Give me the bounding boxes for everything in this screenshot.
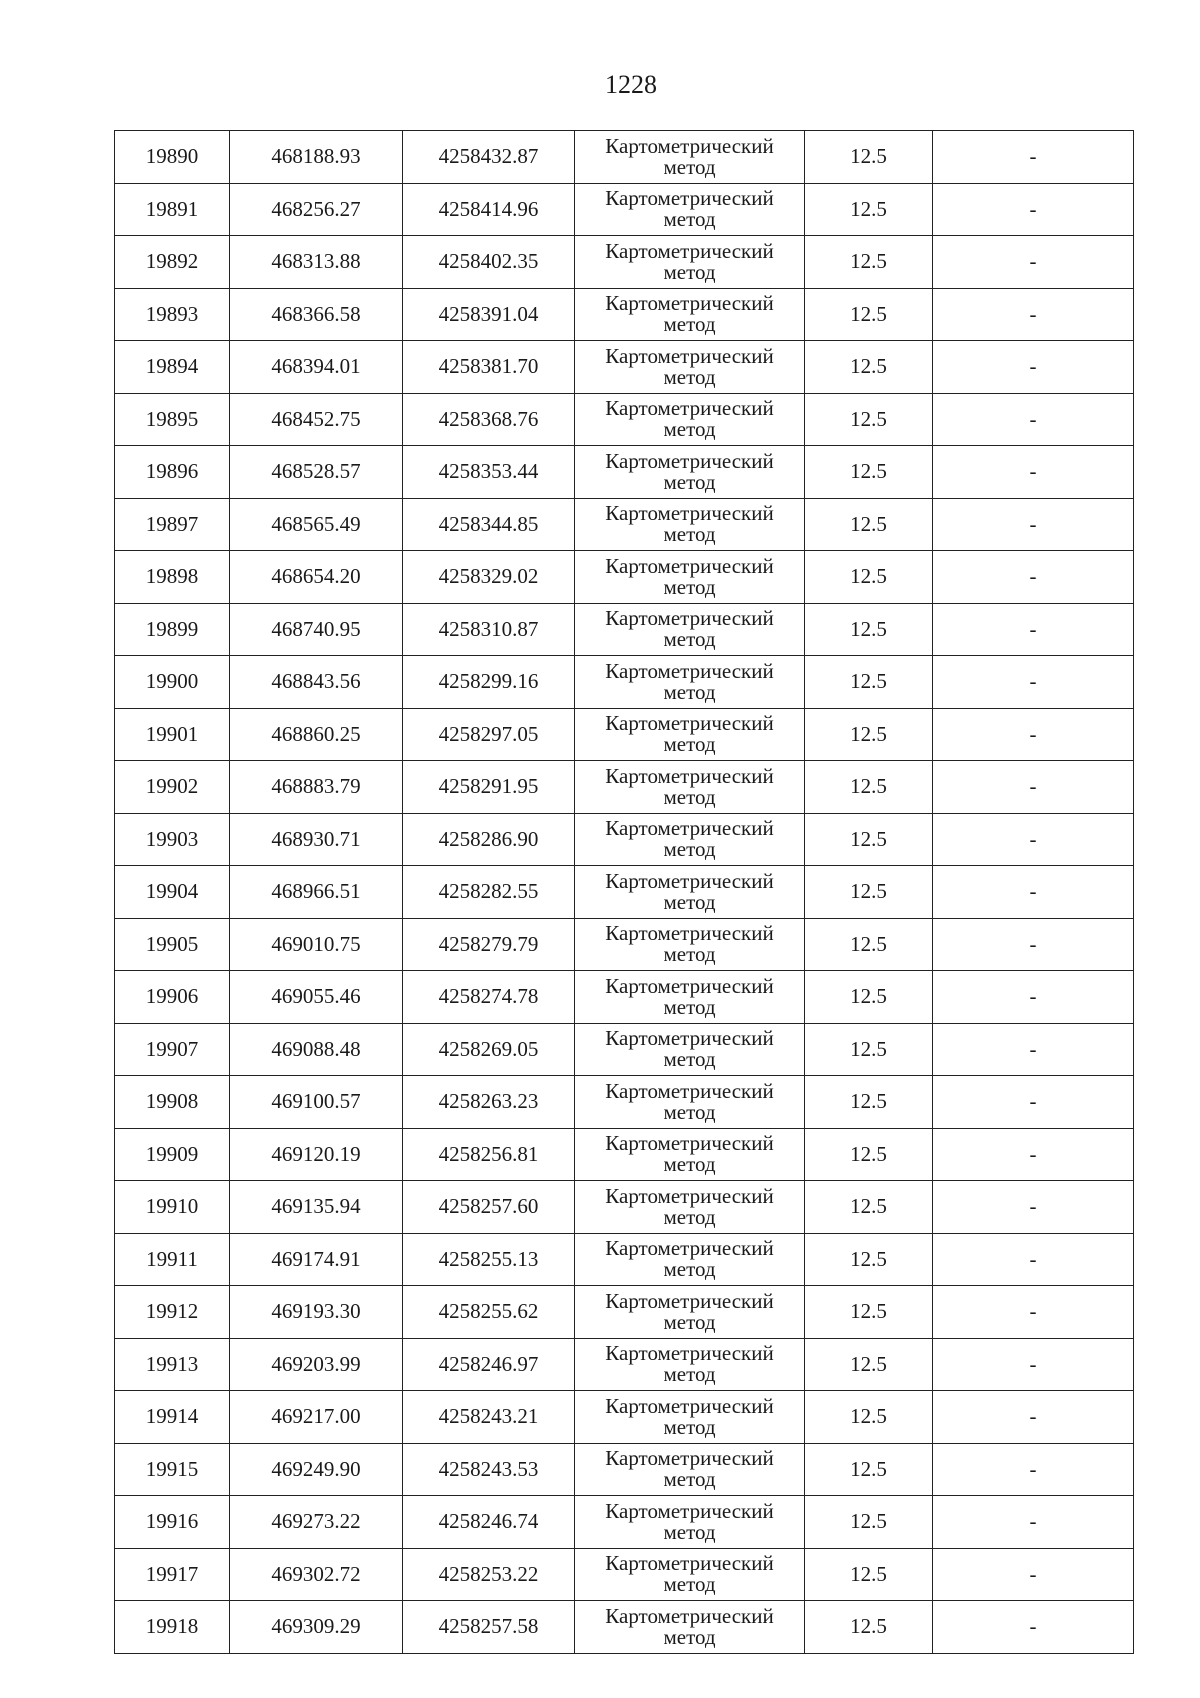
point-id-cell: 19891 [115, 183, 230, 236]
x-coordinate-cell: 469135.94 [230, 1181, 403, 1234]
note-cell: - [933, 1023, 1134, 1076]
precision-cell: 12.5 [805, 1548, 933, 1601]
point-id-cell: 19913 [115, 1338, 230, 1391]
method-line-1: Картометрический [605, 711, 774, 736]
method-cell [575, 971, 805, 1024]
precision-cell: 12.5 [805, 1338, 933, 1391]
y-coordinate-cell: 4258368.76 [403, 393, 575, 446]
method-line-1: Картометрический [605, 553, 774, 578]
y-coordinate-cell: 4258255.13 [403, 1233, 575, 1286]
precision-cell: 12.5 [805, 1391, 933, 1444]
method-line-2: метод [663, 1467, 716, 1492]
point-id-cell: 19906 [115, 971, 230, 1024]
table-row [115, 393, 1134, 446]
point-id-cell: 19917 [115, 1548, 230, 1601]
method-cell [575, 1548, 805, 1601]
precision-cell: 12.5 [805, 813, 933, 866]
point-id-cell: 19903 [115, 813, 230, 866]
method-line-2: метод [663, 154, 716, 179]
note-cell: - [933, 1338, 1134, 1391]
page-number: 1228 [605, 70, 657, 99]
precision-cell: 12.5 [805, 708, 933, 761]
note-cell: - [933, 1233, 1134, 1286]
method-line-2: метод [663, 679, 716, 704]
y-coordinate-cell: 4258282.55 [403, 866, 575, 919]
point-id-cell: 19902 [115, 761, 230, 814]
precision-cell: 12.5 [805, 131, 933, 184]
method-cell [575, 393, 805, 446]
method-line-2: метод [663, 1572, 716, 1597]
method-line-1: Картометрический [605, 1551, 774, 1576]
y-coordinate-cell: 4258269.05 [403, 1023, 575, 1076]
table-row [115, 236, 1134, 289]
precision-cell: 12.5 [805, 1023, 933, 1076]
method-cell [575, 498, 805, 551]
y-coordinate-cell: 4258246.97 [403, 1338, 575, 1391]
y-coordinate-cell: 4258257.58 [403, 1601, 575, 1654]
table-row [115, 918, 1134, 971]
precision-cell: 12.5 [805, 393, 933, 446]
method-cell [575, 866, 805, 919]
table-row [115, 288, 1134, 341]
y-coordinate-cell: 4258381.70 [403, 341, 575, 394]
method-cell [575, 183, 805, 236]
method-cell [575, 551, 805, 604]
method-cell [575, 813, 805, 866]
x-coordinate-cell: 469100.57 [230, 1076, 403, 1129]
point-id-cell: 19914 [115, 1391, 230, 1444]
method-line-1: Картометрический [605, 816, 774, 841]
method-cell [575, 131, 805, 184]
note-cell: - [933, 1548, 1134, 1601]
method-cell [575, 341, 805, 394]
method-line-2: метод [663, 1204, 716, 1229]
method-line-1: Картометрический [605, 1341, 774, 1366]
point-id-cell: 19905 [115, 918, 230, 971]
method-line-1: Картометрический [605, 973, 774, 998]
note-cell: - [933, 761, 1134, 814]
table-row [115, 971, 1134, 1024]
table-row [115, 813, 1134, 866]
point-id-cell: 19896 [115, 446, 230, 499]
note-cell: - [933, 498, 1134, 551]
x-coordinate-cell: 468930.71 [230, 813, 403, 866]
table-row [115, 761, 1134, 814]
precision-cell: 12.5 [805, 971, 933, 1024]
method-cell [575, 1338, 805, 1391]
x-coordinate-cell: 468843.56 [230, 656, 403, 709]
note-cell: - [933, 1128, 1134, 1181]
method-line-2: метод [663, 1152, 716, 1177]
point-id-cell: 19898 [115, 551, 230, 604]
method-line-1: Картометрический [605, 658, 774, 683]
method-cell [575, 236, 805, 289]
method-line-1: Картометрический [605, 448, 774, 473]
point-id-cell: 19907 [115, 1023, 230, 1076]
table-row [115, 1601, 1134, 1654]
table-row [115, 1338, 1134, 1391]
point-id-cell: 19909 [115, 1128, 230, 1181]
note-cell: - [933, 393, 1134, 446]
precision-cell: 12.5 [805, 236, 933, 289]
x-coordinate-cell: 468452.75 [230, 393, 403, 446]
x-coordinate-cell: 469193.30 [230, 1286, 403, 1339]
method-line-2: метод [663, 469, 716, 494]
note-cell: - [933, 603, 1134, 656]
table-row [115, 1496, 1134, 1549]
table-row [115, 1233, 1134, 1286]
method-line-1: Картометрический [605, 1393, 774, 1418]
note-cell: - [933, 236, 1134, 289]
method-line-1: Картометрический [605, 291, 774, 316]
precision-cell: 12.5 [805, 1601, 933, 1654]
x-coordinate-cell: 469249.90 [230, 1443, 403, 1496]
method-line-2: метод [663, 1257, 716, 1282]
table-row [115, 498, 1134, 551]
method-line-1: Картометрический [605, 1603, 774, 1628]
method-cell [575, 1443, 805, 1496]
table-row [115, 551, 1134, 604]
precision-cell: 12.5 [805, 1496, 933, 1549]
precision-cell: 12.5 [805, 341, 933, 394]
method-line-1: Картометрический [605, 763, 774, 788]
precision-cell: 12.5 [805, 1076, 933, 1129]
x-coordinate-cell: 469217.00 [230, 1391, 403, 1444]
point-id-cell: 19897 [115, 498, 230, 551]
precision-cell: 12.5 [805, 603, 933, 656]
y-coordinate-cell: 4258279.79 [403, 918, 575, 971]
y-coordinate-cell: 4258246.74 [403, 1496, 575, 1549]
precision-cell: 12.5 [805, 288, 933, 341]
table-row [115, 1391, 1134, 1444]
x-coordinate-cell: 468883.79 [230, 761, 403, 814]
point-id-cell: 19911 [115, 1233, 230, 1286]
table-row [115, 183, 1134, 236]
method-line-2: метод [663, 1362, 716, 1387]
x-coordinate-cell: 468740.95 [230, 603, 403, 656]
x-coordinate-cell: 468528.57 [230, 446, 403, 499]
precision-cell: 12.5 [805, 1128, 933, 1181]
x-coordinate-cell: 469302.72 [230, 1548, 403, 1601]
y-coordinate-cell: 4258391.04 [403, 288, 575, 341]
method-cell [575, 918, 805, 971]
method-cell [575, 1286, 805, 1339]
method-cell [575, 1023, 805, 1076]
method-cell [575, 1076, 805, 1129]
note-cell: - [933, 1443, 1134, 1496]
method-line-2: метод [663, 627, 716, 652]
point-id-cell: 19915 [115, 1443, 230, 1496]
method-cell [575, 1601, 805, 1654]
table-row [115, 1181, 1134, 1234]
method-cell [575, 1128, 805, 1181]
y-coordinate-cell: 4258243.21 [403, 1391, 575, 1444]
point-id-cell: 19892 [115, 236, 230, 289]
point-id-cell: 19918 [115, 1601, 230, 1654]
method-line-2: метод [663, 732, 716, 757]
point-id-cell: 19894 [115, 341, 230, 394]
precision-cell: 12.5 [805, 551, 933, 604]
note-cell: - [933, 1601, 1134, 1654]
note-cell: - [933, 1181, 1134, 1234]
method-line-2: метод [663, 784, 716, 809]
method-cell [575, 1391, 805, 1444]
x-coordinate-cell: 468394.01 [230, 341, 403, 394]
precision-cell: 12.5 [805, 761, 933, 814]
method-line-2: метод [663, 574, 716, 599]
note-cell: - [933, 708, 1134, 761]
x-coordinate-cell: 469203.99 [230, 1338, 403, 1391]
note-cell: - [933, 656, 1134, 709]
method-line-2: метод [663, 1047, 716, 1072]
method-line-1: Картометрический [605, 1446, 774, 1471]
note-cell: - [933, 1286, 1134, 1339]
method-cell [575, 761, 805, 814]
y-coordinate-cell: 4258329.02 [403, 551, 575, 604]
precision-cell: 12.5 [805, 918, 933, 971]
precision-cell: 12.5 [805, 498, 933, 551]
method-cell [575, 446, 805, 499]
table-row [115, 656, 1134, 709]
y-coordinate-cell: 4258291.95 [403, 761, 575, 814]
method-line-2: метод [663, 1309, 716, 1334]
note-cell: - [933, 866, 1134, 919]
y-coordinate-cell: 4258253.22 [403, 1548, 575, 1601]
method-line-1: Картометрический [605, 868, 774, 893]
table-row [115, 1128, 1134, 1181]
table-row [115, 603, 1134, 656]
method-line-1: Картометрический [605, 1236, 774, 1261]
method-line-1: Картометрический [605, 238, 774, 263]
method-line-2: метод [663, 837, 716, 862]
note-cell: - [933, 551, 1134, 604]
precision-cell: 12.5 [805, 866, 933, 919]
y-coordinate-cell: 4258263.23 [403, 1076, 575, 1129]
method-line-2: метод [663, 1099, 716, 1124]
y-coordinate-cell: 4258432.87 [403, 131, 575, 184]
y-coordinate-cell: 4258299.16 [403, 656, 575, 709]
method-line-1: Картометрический [605, 396, 774, 421]
note-cell: - [933, 1391, 1134, 1444]
table-row [115, 1443, 1134, 1496]
precision-cell: 12.5 [805, 183, 933, 236]
method-line-2: метод [663, 259, 716, 284]
x-coordinate-cell: 469010.75 [230, 918, 403, 971]
method-line-1: Картометрический [605, 1288, 774, 1313]
x-coordinate-cell: 468860.25 [230, 708, 403, 761]
method-line-2: метод [663, 1624, 716, 1649]
table-row [115, 446, 1134, 499]
y-coordinate-cell: 4258310.87 [403, 603, 575, 656]
y-coordinate-cell: 4258256.81 [403, 1128, 575, 1181]
point-id-cell: 19904 [115, 866, 230, 919]
method-cell [575, 656, 805, 709]
note-cell: - [933, 1496, 1134, 1549]
note-cell: - [933, 341, 1134, 394]
x-coordinate-cell: 468313.88 [230, 236, 403, 289]
method-cell [575, 603, 805, 656]
y-coordinate-cell: 4258353.44 [403, 446, 575, 499]
coordinates-table [114, 130, 1134, 1654]
method-line-2: метод [663, 889, 716, 914]
method-line-1: Картометрический [605, 1026, 774, 1051]
point-id-cell: 19908 [115, 1076, 230, 1129]
y-coordinate-cell: 4258402.35 [403, 236, 575, 289]
precision-cell: 12.5 [805, 656, 933, 709]
method-line-2: метод [663, 207, 716, 232]
note-cell: - [933, 131, 1134, 184]
method-cell [575, 708, 805, 761]
y-coordinate-cell: 4258257.60 [403, 1181, 575, 1234]
point-id-cell: 19901 [115, 708, 230, 761]
method-line-1: Картометрический [605, 343, 774, 368]
x-coordinate-cell: 468966.51 [230, 866, 403, 919]
method-line-1: Картометрический [605, 1078, 774, 1103]
point-id-cell: 19893 [115, 288, 230, 341]
method-cell [575, 1181, 805, 1234]
method-line-2: метод [663, 1414, 716, 1439]
table-row [115, 1076, 1134, 1129]
note-cell: - [933, 183, 1134, 236]
precision-cell: 12.5 [805, 1233, 933, 1286]
table-row [115, 1286, 1134, 1339]
x-coordinate-cell: 468188.93 [230, 131, 403, 184]
table-row [115, 341, 1134, 394]
method-line-2: метод [663, 312, 716, 337]
table-row [115, 131, 1134, 184]
x-coordinate-cell: 469273.22 [230, 1496, 403, 1549]
point-id-cell: 19899 [115, 603, 230, 656]
coordinates-table-body [115, 131, 1134, 1654]
method-line-1: Картометрический [605, 1183, 774, 1208]
method-line-2: метод [663, 994, 716, 1019]
method-line-1: Картометрический [605, 133, 774, 158]
x-coordinate-cell: 469055.46 [230, 971, 403, 1024]
precision-cell: 12.5 [805, 1286, 933, 1339]
point-id-cell: 19916 [115, 1496, 230, 1549]
y-coordinate-cell: 4258243.53 [403, 1443, 575, 1496]
y-coordinate-cell: 4258286.90 [403, 813, 575, 866]
method-line-1: Картометрический [605, 501, 774, 526]
table-row [115, 1023, 1134, 1076]
method-line-1: Картометрический [605, 1131, 774, 1156]
method-cell [575, 1233, 805, 1286]
method-line-1: Картометрический [605, 606, 774, 631]
x-coordinate-cell: 469309.29 [230, 1601, 403, 1654]
y-coordinate-cell: 4258344.85 [403, 498, 575, 551]
method-line-2: метод [663, 1519, 716, 1544]
method-line-2: метод [663, 417, 716, 442]
x-coordinate-cell: 468256.27 [230, 183, 403, 236]
method-line-1: Картометрический [605, 1498, 774, 1523]
point-id-cell: 19910 [115, 1181, 230, 1234]
x-coordinate-cell: 468565.49 [230, 498, 403, 551]
y-coordinate-cell: 4258255.62 [403, 1286, 575, 1339]
x-coordinate-cell: 469174.91 [230, 1233, 403, 1286]
method-cell [575, 1496, 805, 1549]
method-line-2: метод [663, 522, 716, 547]
y-coordinate-cell: 4258414.96 [403, 183, 575, 236]
method-line-2: метод [663, 942, 716, 967]
x-coordinate-cell: 469120.19 [230, 1128, 403, 1181]
note-cell: - [933, 288, 1134, 341]
precision-cell: 12.5 [805, 1181, 933, 1234]
y-coordinate-cell: 4258274.78 [403, 971, 575, 1024]
note-cell: - [933, 813, 1134, 866]
point-id-cell: 19912 [115, 1286, 230, 1339]
method-line-1: Картометрический [605, 186, 774, 211]
method-cell [575, 288, 805, 341]
precision-cell: 12.5 [805, 446, 933, 499]
note-cell: - [933, 446, 1134, 499]
point-id-cell: 19890 [115, 131, 230, 184]
point-id-cell: 19895 [115, 393, 230, 446]
table-row [115, 708, 1134, 761]
y-coordinate-cell: 4258297.05 [403, 708, 575, 761]
x-coordinate-cell: 468654.20 [230, 551, 403, 604]
table-row [115, 866, 1134, 919]
x-coordinate-cell: 469088.48 [230, 1023, 403, 1076]
point-id-cell: 19900 [115, 656, 230, 709]
note-cell: - [933, 918, 1134, 971]
table-row [115, 1548, 1134, 1601]
precision-cell: 12.5 [805, 1443, 933, 1496]
method-line-2: метод [663, 364, 716, 389]
x-coordinate-cell: 468366.58 [230, 288, 403, 341]
method-line-1: Картометрический [605, 921, 774, 946]
note-cell: - [933, 1076, 1134, 1129]
note-cell: - [933, 971, 1134, 1024]
